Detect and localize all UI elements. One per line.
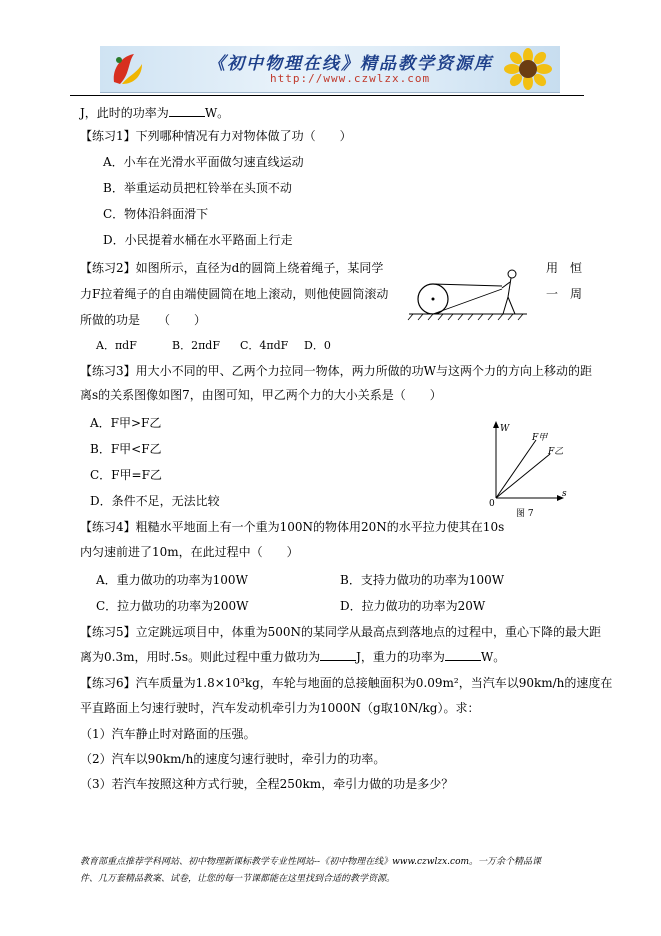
figure-caption: 图 7 <box>516 509 534 519</box>
origin-label: 0 <box>489 499 495 509</box>
q3-option-a: A．F甲>F乙 <box>90 416 162 430</box>
cylinder-figure <box>405 262 531 324</box>
q6-part-2: （2）汽车以90km/h的速度匀速行驶时，牵引力的功率。 <box>80 752 386 766</box>
q2-option-a: A．πdF <box>96 339 137 352</box>
header-rule <box>70 95 584 96</box>
header-banner <box>100 46 560 93</box>
q1-stem: 【练习1】下列哪种情况有力对物体做了功（ ） <box>80 129 352 143</box>
q2-line-2-right: 一 周 <box>546 287 583 301</box>
q1-option-d: D．小民提着水桶在水平路面上行走 <box>103 233 293 247</box>
q2-line-3: 所做的功是 （ ） <box>80 313 207 327</box>
footer <box>80 854 600 888</box>
q6-line-1: 【练习6】汽车质量为1.8×10³kg，车轮与地面的总接触面积为0.09m²，当汽车以90km/h的速度在 <box>80 676 613 690</box>
footer-line-2: 件、几万套精品教案、试卷，让您的每一节课都能在这里找到合适的教学资源。 <box>80 874 396 884</box>
q3-option-c: C．F甲=F乙 <box>90 468 162 482</box>
q6-part-1: （1）汽车静止时对路面的压强。 <box>80 727 256 741</box>
q2-option-b: B．2πdF <box>172 339 220 352</box>
q3-option-d: D．条件不足，无法比较 <box>90 494 220 508</box>
f-yi-label: F乙 <box>548 447 564 457</box>
q5-line-1: 【练习5】立定跳远项目中，体重为500N的某同学从最高点到落地点的过程中，重心下降的最大距 <box>80 625 602 639</box>
q2-option-d: D．0 <box>304 339 331 352</box>
q2-option-c: C．4πdF <box>240 339 289 352</box>
q6-part-3: （3）若汽车按照这种方式行驶，全程250km，牵引力做的功是多少？ <box>80 777 454 791</box>
q4-line-1: 【练习4】粗糙水平地面上有一个重为100N的物体用20N的水平拉力使其在10s <box>80 520 505 534</box>
axis-w-label: W <box>500 424 510 434</box>
q3-line-2: 离s的关系图像如图7，由图可知，甲乙两个力的大小关系是（ ） <box>80 388 442 402</box>
footer-line-1: 教育部重点推荐学科网站、初中物理新课标教学专业性网站--《初中物理在线》www.czwlzx.com。一万余个精品课 <box>80 857 542 867</box>
site-logo <box>108 50 146 88</box>
q3-option-b: B．F甲<F乙 <box>90 442 162 456</box>
q5-line-2: 离为0.3m，用时.5s。则此过程中重力做功为 J，重力的功率为 W。 <box>80 650 506 664</box>
site-url[interactable]: http://www.czwlzx.com <box>270 72 431 85</box>
axis-s-label: s <box>562 489 567 499</box>
cont-line: J，此时的功率为 W。 <box>80 106 230 120</box>
q2-line-2: 力F拉着绳子的自由端使圆筒在地上滚动，则他使圆筒滚动 <box>80 287 389 301</box>
site-title: 《初中物理在线》精品教学资源库 <box>208 54 493 74</box>
q4-line-2: 内匀速前进了10m，在此过程中（ ） <box>80 545 299 559</box>
q2-line-1-right: 用 恒 <box>546 261 583 275</box>
q2-line-1: 【练习2】如图所示，直径为d的圆筒上绕着绳子，某同学 <box>80 261 384 275</box>
q4-option-d: D．拉力做功的功率为20W <box>340 599 486 613</box>
sunflower-icon <box>502 48 554 90</box>
q4-option-b: B．支持力做功的功率为100W <box>340 573 505 587</box>
q6-line-2: 平直路面上匀速行驶时，汽车发动机牵引力为1000N（g取10N/kg）。求： <box>80 701 480 715</box>
f-jia-label: F甲 <box>532 433 548 443</box>
q1-option-b: B．举重运动员把杠铃举在头顶不动 <box>103 181 292 195</box>
q4-option-a: A．重力做功的功率为100W <box>96 573 248 587</box>
q1-option-c: C．物体沿斜面滑下 <box>103 207 209 221</box>
q1-option-a: A．小车在光滑水平面做匀速直线运动 <box>103 155 304 169</box>
q3-line-1: 【练习3】用大小不同的甲、乙两个力拉同一物体，两力所做的功W与这两个力的方向上移动的距 <box>80 364 592 378</box>
q4-option-c: C．拉力做功的功率为200W <box>96 599 249 613</box>
graph-figure-7 <box>486 418 578 522</box>
